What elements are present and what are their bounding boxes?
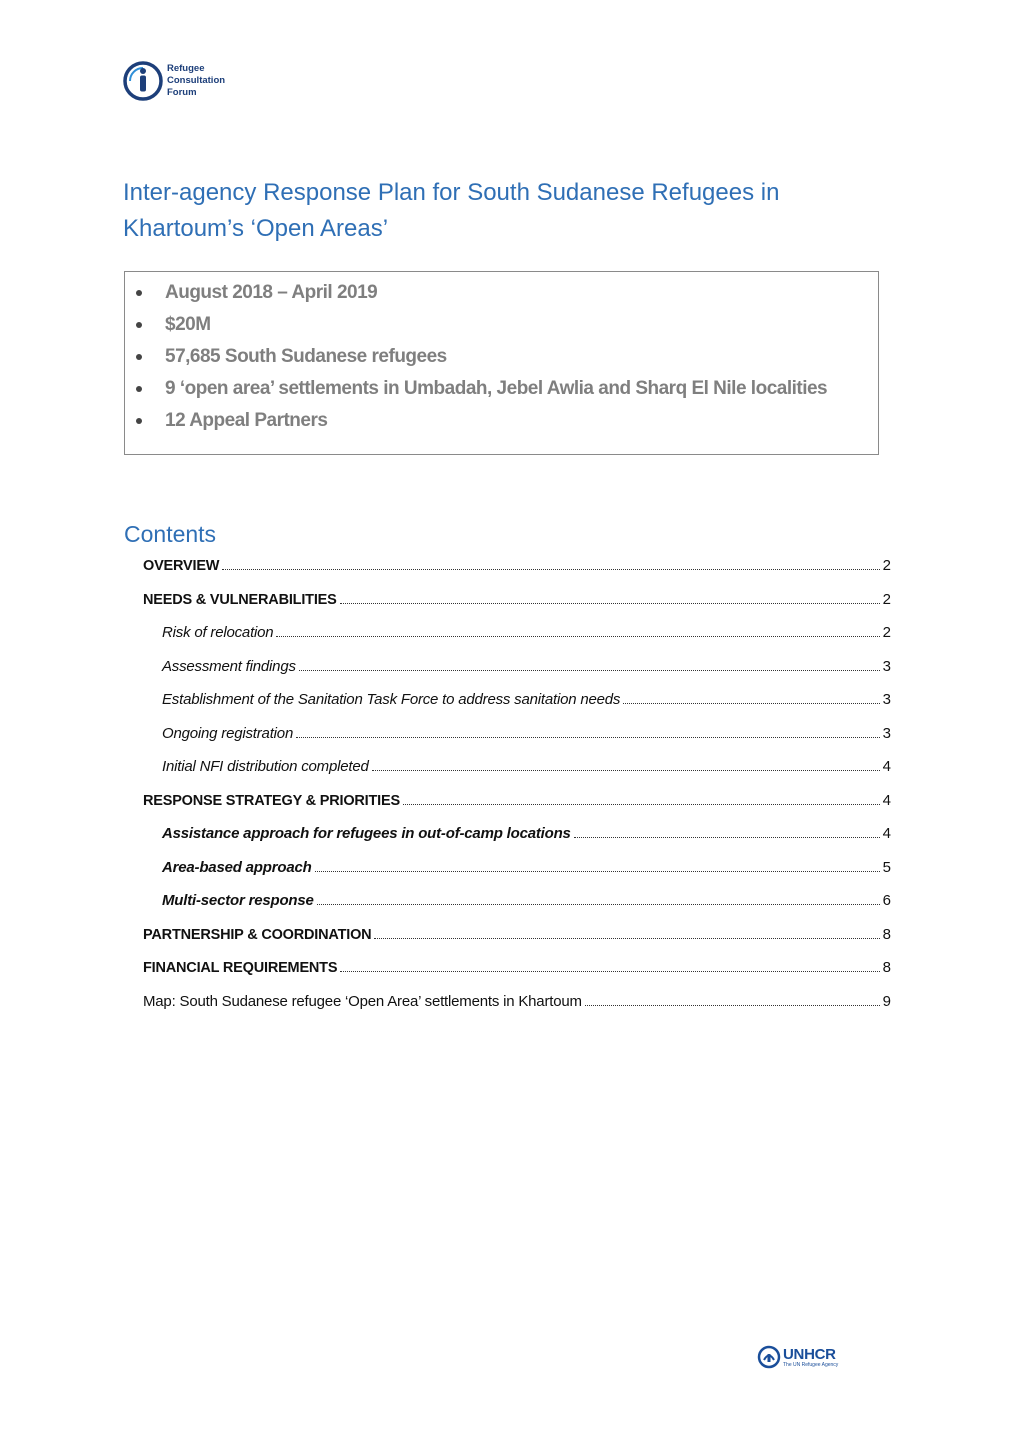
toc-page-number: 4: [882, 792, 891, 809]
toc-label: Establishment of the Sanitation Task Force to address sanitation needs: [162, 691, 621, 708]
toc-entry-financial-requirements[interactable]: [143, 959, 891, 981]
toc-page-number: 3: [882, 658, 891, 675]
toc-leader: [340, 603, 880, 604]
unhcr-name: UNHCR: [783, 1346, 836, 1363]
toc-entry-multi-sector-response[interactable]: [162, 892, 891, 914]
toc-entry-area-based-approach[interactable]: [162, 859, 891, 881]
toc-leader: [374, 938, 879, 939]
toc-leader: [315, 871, 880, 872]
toc-page-number: 6: [882, 892, 891, 909]
toc-entry-assistance-approach[interactable]: [162, 825, 891, 847]
toc-page-number: 3: [882, 725, 891, 742]
forum-emblem-icon: [122, 58, 164, 104]
toc-page-number: 5: [882, 859, 891, 876]
unhcr-logo: [757, 1345, 847, 1371]
toc-leader: [222, 569, 879, 570]
toc-leader: [372, 770, 880, 771]
toc-label: Area-based approach: [162, 859, 312, 876]
toc-entry-overview[interactable]: [143, 557, 891, 579]
toc-page-number: 4: [882, 758, 891, 775]
toc-entry-partnership-coordination[interactable]: [143, 926, 891, 948]
logo-text: [167, 63, 225, 99]
summary-item-text: $20M: [165, 314, 211, 335]
summary-list: [125, 272, 878, 438]
toc-leader: [574, 837, 880, 838]
toc-label: Assessment findings: [162, 658, 296, 675]
bullet-icon: [136, 322, 142, 328]
toc-label: PARTNERSHIP & COORDINATION: [143, 927, 372, 943]
toc-entry-risk-of-relocation[interactable]: [162, 624, 891, 646]
toc-page-number: 8: [882, 926, 891, 943]
toc-page-number: 2: [882, 624, 891, 641]
toc-leader: [403, 804, 880, 805]
toc-leader: [340, 971, 879, 972]
toc-label: OVERVIEW: [143, 558, 220, 574]
bullet-icon: [136, 354, 142, 360]
summary-item: [125, 374, 878, 406]
summary-item-text: 57,685 South Sudanese refugees: [165, 346, 447, 367]
toc-entry-map[interactable]: [143, 993, 891, 1015]
logo-line-1: Refugee: [167, 63, 205, 74]
toc-entry-assessment-findings[interactable]: [162, 658, 891, 680]
bullet-icon: [136, 290, 142, 296]
summary-box: [124, 271, 879, 455]
logo-line-3: Forum: [167, 87, 197, 98]
toc-page-number: 2: [882, 591, 891, 608]
summary-item: [125, 342, 878, 374]
toc-label: NEEDS & VULNERABILITIES: [143, 592, 337, 608]
toc-entry-needs-vulnerabilities[interactable]: [143, 591, 891, 613]
summary-item-text: 9 ‘open area’ settlements in Umbadah, Jebel Awlia and Sharq El Nile localities: [165, 378, 828, 399]
toc-leader: [317, 904, 880, 905]
toc-leader: [299, 670, 880, 671]
toc-page-number: 4: [882, 825, 891, 842]
title-line-1: Inter-agency Response Plan for South Sudanese Refugees in: [123, 179, 780, 206]
title-line-2: Khartoum’s ‘Open Areas’: [123, 215, 389, 242]
toc-page-number: 9: [882, 993, 891, 1010]
toc-entry-nfi-distribution[interactable]: [162, 758, 891, 780]
summary-item-text: August 2018 – April 2019: [165, 282, 378, 303]
toc-label: Map: South Sudanese refugee ‘Open Area’ settlements in Khartoum: [143, 993, 582, 1010]
unhcr-tagline: The UN Refugee Agency: [783, 1362, 839, 1368]
refugee-consultation-forum-logo: [122, 58, 242, 106]
contents-heading: Contents: [124, 521, 217, 547]
toc-leader: [585, 1005, 880, 1006]
document-title: [123, 175, 843, 247]
toc-label: Initial NFI distribution completed: [162, 758, 369, 775]
toc-leader: [623, 703, 879, 704]
toc-label: Multi-sector response: [162, 892, 314, 909]
toc-label: Ongoing registration: [162, 725, 294, 742]
summary-item: [125, 406, 878, 438]
toc-page-number: 3: [882, 691, 891, 708]
toc-page-number: 2: [882, 557, 891, 574]
toc-entry-ongoing-registration[interactable]: [162, 725, 891, 747]
summary-item: [125, 278, 878, 310]
bullet-icon: [136, 418, 142, 424]
summary-item-text: 12 Appeal Partners: [165, 410, 328, 431]
toc-page-number: 8: [882, 959, 891, 976]
summary-item: [125, 310, 878, 342]
toc-label: Assistance approach for refugees in out-of-camp locations: [162, 825, 571, 842]
toc-entry-sanitation-task-force[interactable]: [162, 691, 891, 713]
toc-leader: [296, 737, 880, 738]
bullet-icon: [136, 386, 142, 392]
logo-line-2: Consultation: [167, 75, 226, 86]
toc-leader: [276, 636, 879, 637]
unhcr-emblem-icon: [757, 1345, 781, 1369]
toc-label: RESPONSE STRATEGY & PRIORITIES: [143, 793, 400, 809]
toc-entry-response-strategy[interactable]: [143, 792, 891, 814]
toc-label: Risk of relocation: [162, 624, 274, 641]
toc-label: FINANCIAL REQUIREMENTS: [143, 960, 338, 976]
